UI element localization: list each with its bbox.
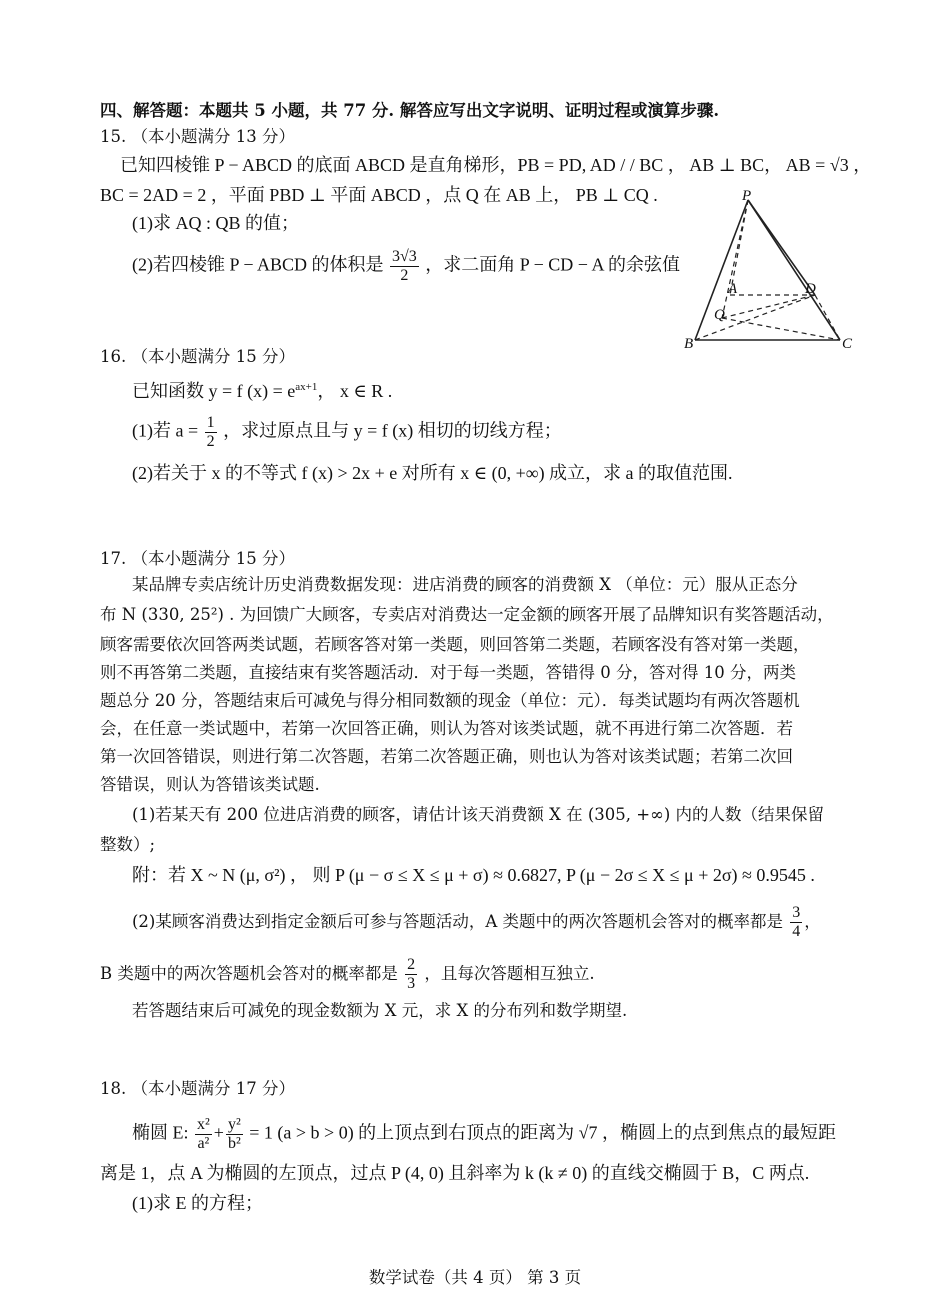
q15-stem-line2: BC = 2AD = 2 ，平面 PBD ⊥ 平面 ABCD ，点 Q 在 AB 上， PB ⊥ CQ . bbox=[100, 185, 658, 205]
q16-part1 bbox=[132, 414, 562, 451]
q17-part2-text-c: B 类题中的两次答题机会答对的概率都是 bbox=[100, 964, 398, 983]
q17-line-7: 第一次回答错误，则进行第二次答题，若第二次答题正确，则也认为答对该类试题；若第二次回 bbox=[100, 747, 793, 766]
fraction-numerator: x² bbox=[197, 1116, 210, 1133]
fraction-numerator: 1 bbox=[206, 414, 215, 431]
q17-appendix: 附：若 X ~ N (μ, σ²) ， 则 P (μ − σ ≤ X ≤ μ + σ) ≈ 0.6827, P (μ − 2σ ≤ X ≤ μ + 2σ) ≈ 0.9545 . bbox=[132, 865, 815, 885]
q16-part2: (2)若关于 x 的不等式 f (x) > 2x + e 对所有 x ∈ (0, +∞) 成立，求 a 的取值范围. bbox=[132, 463, 733, 483]
q17-line-5: 题总分 20 分，答题结束后可减免与得分相同数额的现金（单位：元）．每类试题均有两次答题机 bbox=[100, 691, 800, 710]
q18-stem-text-a: 椭圆 E: bbox=[132, 1122, 189, 1143]
fraction-denominator: b² bbox=[227, 1135, 241, 1152]
page-footer: 数学试卷（共 4 页） 第 3 页 bbox=[368, 1268, 582, 1287]
q15-stem-line1: 已知四棱锥 P − ABCD 的底面 ABCD 是直角梯形，PB = PD, AD / / BC ， AB ⊥ BC， AB = √3 ， bbox=[120, 155, 872, 175]
q18-stem-line1: 椭圆 E: $\frac{\text{x²}}{\text{a²}}$ + $\frac{\text{y²}}{\text{b²}}$ = 1 (a > b > 0) 的上顶点到右顶点的距离为 √7 ，椭圆上的点到焦点的最短距 bbox=[132, 1116, 837, 1152]
label-C: C bbox=[842, 336, 853, 352]
q17-line-8: 答错误，则认为答错该类试题. bbox=[100, 775, 320, 794]
q17-header: 17. （本小题满分 15 分） bbox=[100, 549, 295, 568]
q17-line-1: 某品牌专卖店统计历史消费数据发现：进店消费的顾客的消费额 X （单位：元）服从正态分 bbox=[132, 575, 798, 594]
fraction-numerator: y² bbox=[227, 1116, 241, 1133]
q16-part1-text-a: (1)若 a = bbox=[132, 420, 199, 441]
q18-stem-text-b: = 1 (a > b > 0) 的上顶点到右顶点的距离为 √7 ，椭圆上的点到焦点的最短距 bbox=[249, 1122, 837, 1143]
q17-line-6: 会，在任意一类试题中，若第一次回答正确，则认为答对该类试题，就不再进行第二次答题．若 bbox=[100, 719, 793, 738]
label-D: D bbox=[805, 281, 816, 297]
q18-header: 18. （本小题满分 17 分） bbox=[100, 1079, 295, 1098]
q16-part1-text-b: ，求过原点且与 y = f (x) 相切的切线方程； bbox=[223, 420, 562, 441]
fraction-numerator: 2 bbox=[407, 956, 416, 973]
fraction-denominator: a² bbox=[197, 1135, 210, 1152]
pyramid-figure bbox=[680, 190, 860, 360]
q18-part1: (1)求 E 的方程； bbox=[132, 1193, 263, 1213]
q15-part2-text-b: ，求二面角 P − CD − A 的余弦值 bbox=[425, 254, 680, 275]
q17-part2-text-b: ， bbox=[804, 912, 821, 931]
fraction-numerator: 3√3 bbox=[392, 248, 417, 265]
q17-part1-line2: 整数）; bbox=[100, 835, 156, 854]
q17-part2-line1 bbox=[132, 904, 821, 941]
fraction-numerator: 3 bbox=[792, 904, 801, 921]
q17-prob-a-fraction bbox=[790, 904, 802, 941]
q16-stem bbox=[132, 376, 392, 402]
q16-header: 16. （本小题满分 15 分） bbox=[100, 347, 295, 366]
label-A: A bbox=[728, 281, 738, 297]
q18-y-fraction bbox=[226, 1116, 243, 1153]
q15-part2 bbox=[132, 248, 680, 285]
label-P: P bbox=[742, 190, 752, 204]
q17-prob-b-fraction bbox=[405, 956, 417, 993]
q17-part2-line3: 若答题结束后可减免的现金数额为 X 元，求 X 的分布列和数学期望. bbox=[132, 1001, 628, 1020]
q15-volume-fraction bbox=[390, 248, 419, 285]
label-Q: Q bbox=[714, 307, 725, 323]
q17-line-3: 顾客需要依次回答两类试题，若顾客答对第一类题，则回答第二类题，若顾客没有答对第一类题， bbox=[100, 635, 810, 654]
q18-x-fraction bbox=[195, 1116, 212, 1153]
q17-line-2: 布 N (330, 25²) . 为回馈广大顾客，专卖店对消费达一定金额的顾客开展了品牌知识有奖答题活动， bbox=[100, 605, 834, 624]
q15-part2-text-a: (2)若四棱锥 P − ABCD 的体积是 bbox=[132, 254, 384, 275]
fraction-denominator: 4 bbox=[792, 923, 801, 940]
section-title: 四、解答题：本题共 5 小题，共 77 分. 解答应写出文字说明、证明过程或演算步骤. bbox=[100, 101, 720, 120]
q16-exponent: ax+1 bbox=[295, 381, 318, 393]
q18-stem-line2: 离是 1，点 A 为椭圆的左顶点，过点 P (4, 0) 且斜率为 k (k ≠ 0) 的直线交椭圆于 B，C 两点. bbox=[100, 1163, 810, 1183]
q17-line-4: 则不再答第二类题，直接结束有奖答题活动．对于每一类题，答错得 0 分，答对得 10 分，两类 bbox=[100, 663, 796, 682]
q17-part1-line1: (1)若某天有 200 位进店消费的顾客，请估计该天消费额 X 在 (305, +∞) 内的人数（结果保留 bbox=[132, 805, 825, 824]
q16-stem-text-b: ， x ∈ R . bbox=[317, 381, 393, 401]
q16-stem-text-a: 已知函数 y = f (x) = e bbox=[132, 381, 296, 401]
q17-part2-line2 bbox=[100, 956, 595, 993]
fraction-denominator: 2 bbox=[400, 267, 409, 284]
label-B: B bbox=[684, 336, 694, 352]
q15-header: 15. （本小题满分 13 分） bbox=[100, 127, 295, 146]
q15-part1: (1)求 AQ : QB 的值； bbox=[132, 213, 299, 233]
fraction-denominator: 3 bbox=[407, 975, 416, 992]
q17-part2-text-a: (2)某顾客消费达到指定金额后可参与答题活动，A 类题中的两次答题机会答对的概率都是 bbox=[132, 912, 784, 931]
fraction-denominator: 2 bbox=[206, 433, 215, 450]
q17-part2-text-d: ，且每次答题相互独立. bbox=[424, 964, 595, 983]
q16-a-fraction bbox=[205, 414, 217, 451]
